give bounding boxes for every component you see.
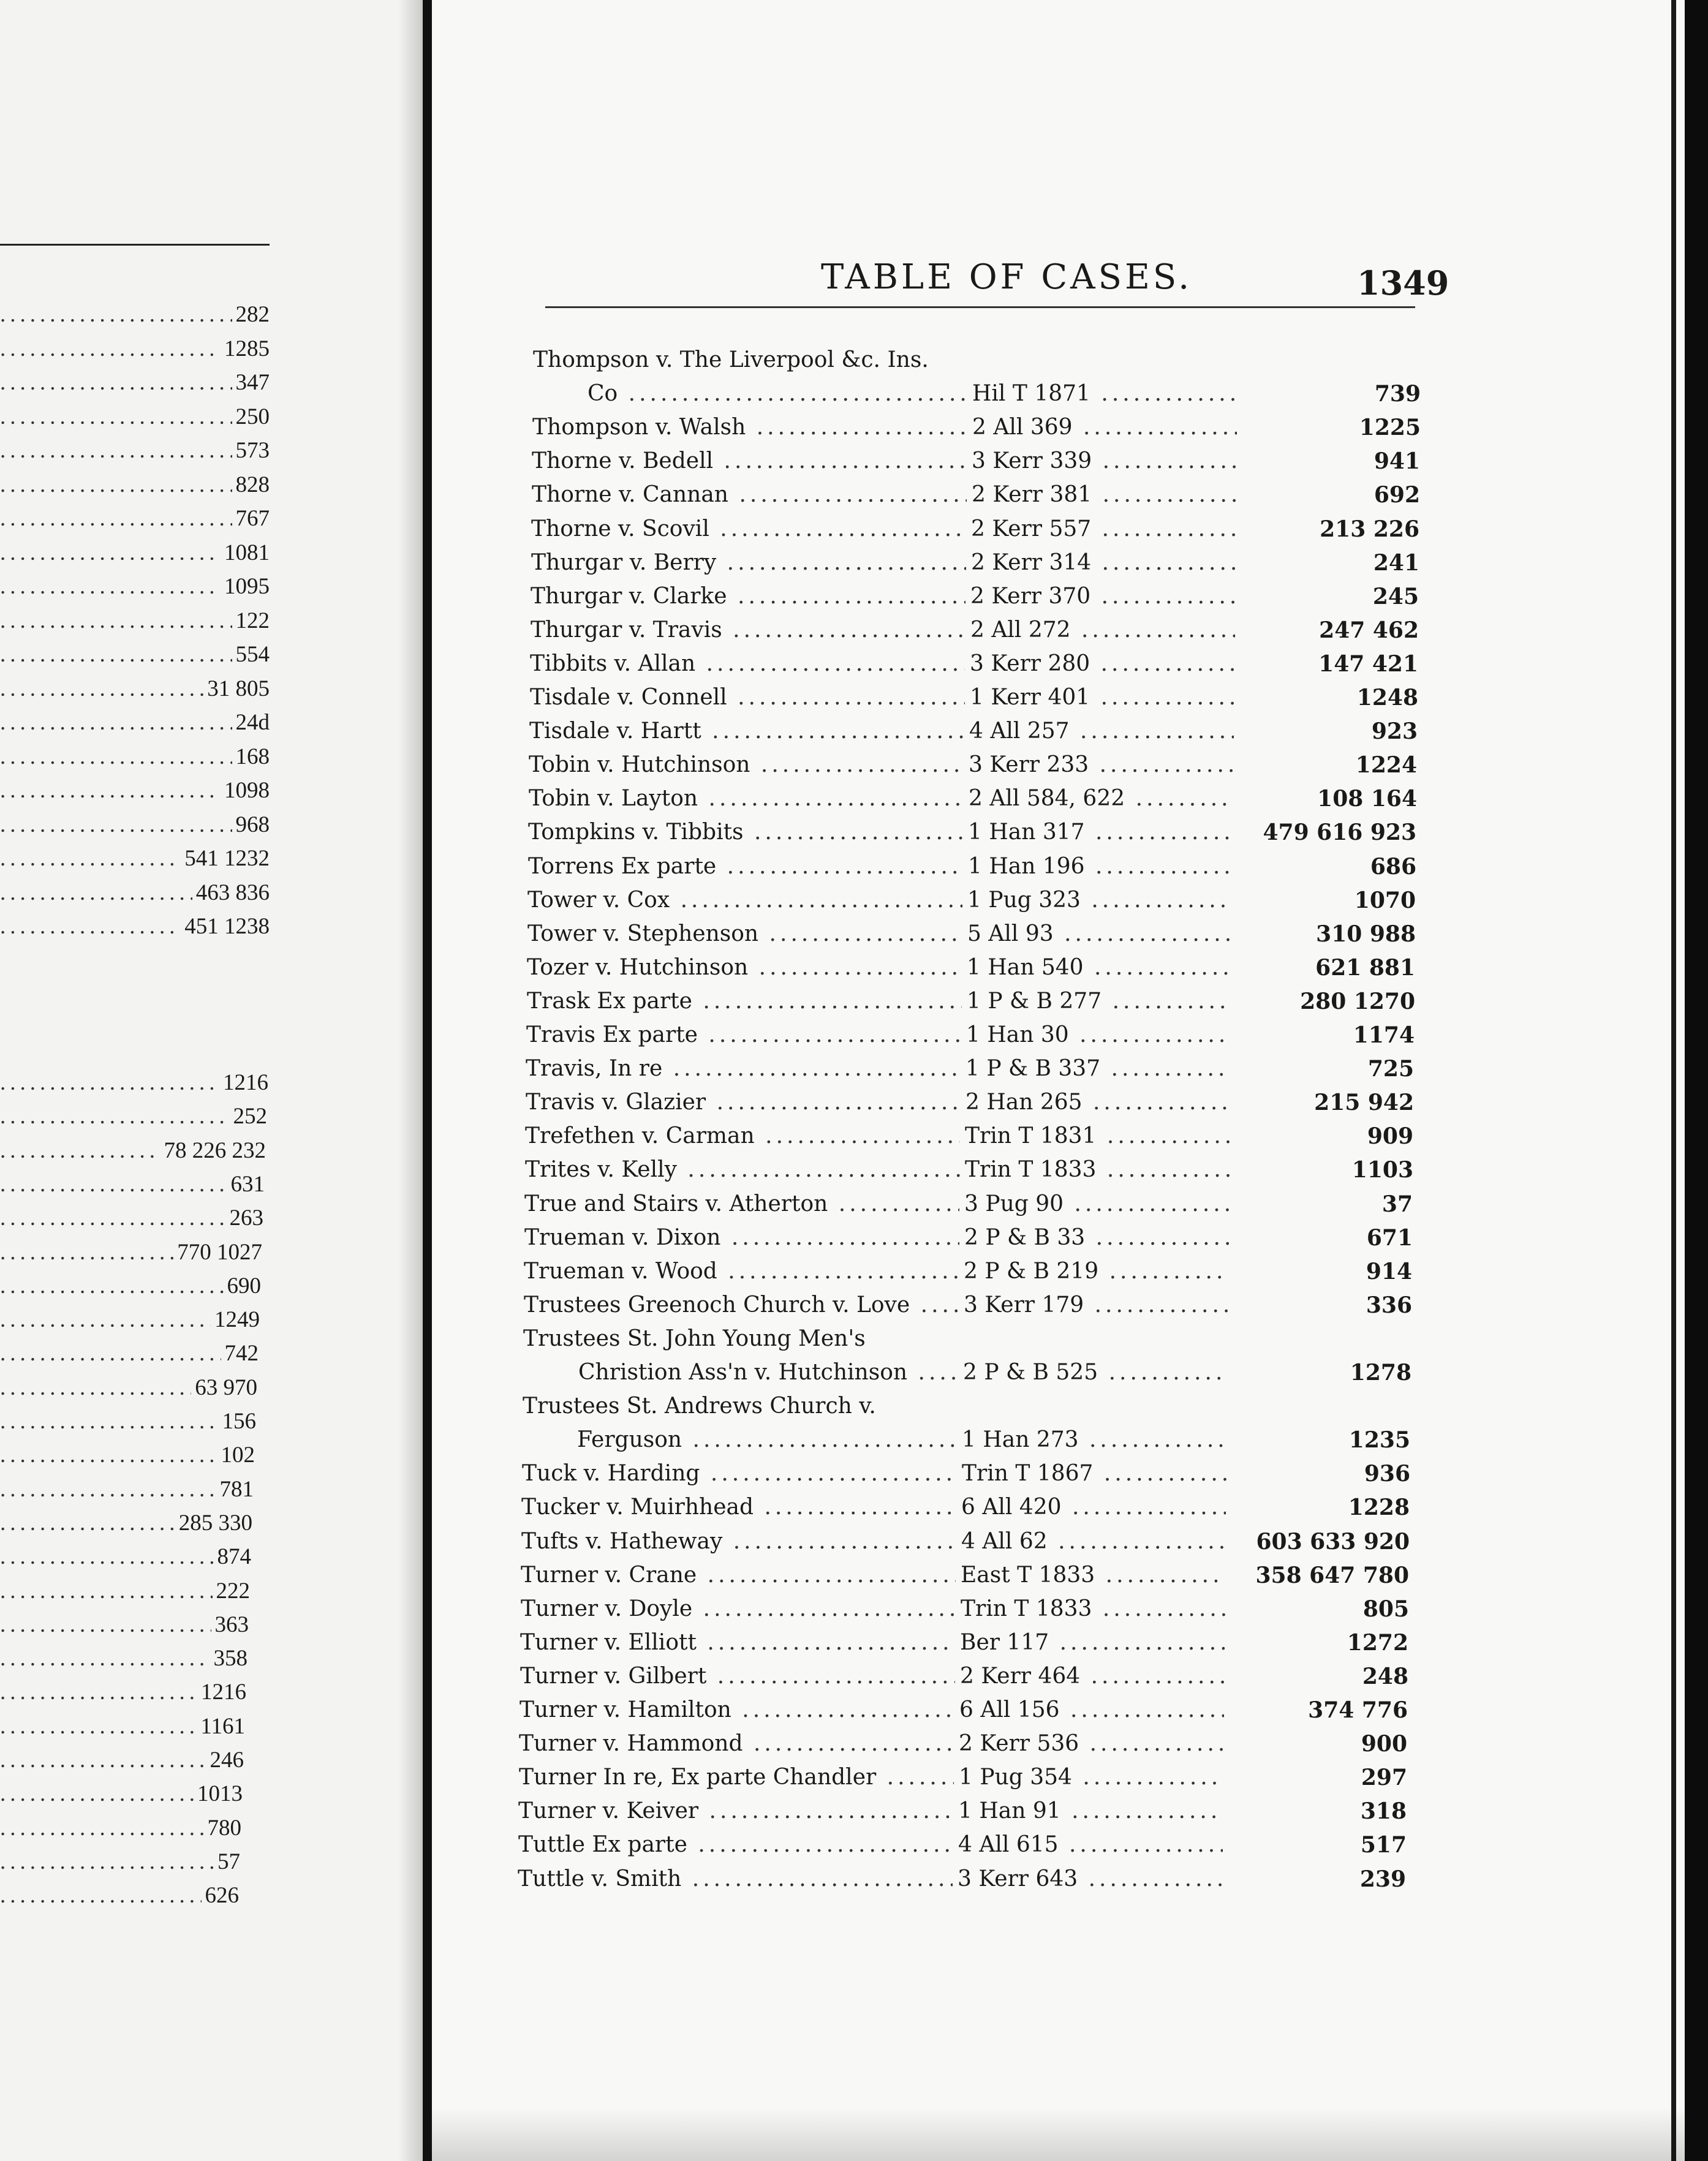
case-pages: 909 bbox=[1367, 1123, 1413, 1150]
left-page-number-text: 781 bbox=[216, 1477, 254, 1502]
case-name bbox=[520, 1659, 955, 1694]
case-citation-text: 2 Han 265 bbox=[965, 1090, 1083, 1115]
case-name bbox=[529, 782, 964, 816]
case-name-text: Trefethen v. Carman bbox=[525, 1123, 755, 1149]
left-page-number-text: 451 1238 bbox=[181, 914, 270, 939]
case-name-text: Tobin v. Hutchinson bbox=[529, 752, 750, 778]
case-name-text: Tisdale v. Connell bbox=[530, 685, 727, 710]
left-page-number-text: 285 330 bbox=[175, 1510, 252, 1536]
left-page-number-text: 24d bbox=[232, 710, 270, 735]
case-name-text: Thurgar v. Berry bbox=[531, 549, 717, 575]
case-pages: 297 bbox=[1361, 1765, 1407, 1791]
case-citation bbox=[970, 579, 1235, 614]
case-name bbox=[524, 1288, 959, 1322]
left-page-number-text: 156 bbox=[219, 1409, 257, 1434]
left-page-number-text: 347 bbox=[232, 370, 270, 395]
left-page-number-text: 1013 bbox=[194, 1781, 243, 1806]
case-citation-text: 3 Kerr 233 bbox=[969, 752, 1089, 778]
table-row bbox=[0, 1727, 1708, 1761]
case-citation-text: 3 Kerr 179 bbox=[964, 1292, 1084, 1318]
case-citation-text: 2 P & B 219 bbox=[964, 1258, 1099, 1284]
left-page-number-text: 222 bbox=[213, 1578, 251, 1604]
left-page-number bbox=[0, 298, 270, 332]
case-citation-text: Hil T 1871 bbox=[972, 381, 1090, 407]
left-page-number-text: 1161 bbox=[197, 1714, 245, 1739]
left-page-number-text: 541 1232 bbox=[181, 846, 270, 871]
case-citation-text: 1 Pug 354 bbox=[959, 1765, 1072, 1790]
left-page-number-text: 1081 bbox=[221, 540, 270, 565]
table-row bbox=[0, 1659, 1708, 1694]
case-pages: 247 462 bbox=[1319, 617, 1419, 643]
case-name-text: Torrens Ex parte bbox=[528, 853, 717, 879]
case-name-text: Tucker v. Muirhhead bbox=[521, 1495, 754, 1520]
case-pages: 37 bbox=[1381, 1191, 1413, 1217]
case-citation-text: Trin T 1831 bbox=[965, 1123, 1097, 1149]
case-pages: 248 bbox=[1362, 1663, 1408, 1689]
table-row bbox=[0, 1592, 1708, 1626]
left-page-number-text: 780 bbox=[204, 1816, 242, 1841]
case-name bbox=[521, 1490, 956, 1525]
case-name bbox=[533, 343, 1452, 377]
case-name-text: Turner v. Hamilton bbox=[520, 1697, 731, 1722]
left-page-number-text: 282 bbox=[232, 302, 270, 327]
left-page-number-text: 767 bbox=[232, 506, 270, 531]
case-name bbox=[527, 984, 962, 1019]
case-name-text: Tibbits v. Allan bbox=[530, 651, 696, 676]
case-citation bbox=[967, 951, 1231, 985]
case-pages: 621 881 bbox=[1315, 954, 1415, 981]
case-name bbox=[530, 647, 965, 681]
case-pages: 725 bbox=[1367, 1056, 1414, 1082]
case-name-text: Christion Ass'n v. Hutchinson bbox=[578, 1360, 908, 1385]
case-citation bbox=[965, 1119, 1230, 1153]
case-citation-text: 2 All 369 bbox=[972, 415, 1073, 440]
case-pages: 358 647 780 bbox=[1255, 1562, 1409, 1588]
case-pages: 1228 bbox=[1348, 1495, 1410, 1521]
case-name-text: Turner v. Crane bbox=[521, 1562, 697, 1588]
table-row bbox=[0, 1828, 1708, 1862]
case-citation bbox=[965, 1085, 1230, 1120]
case-name bbox=[520, 1693, 954, 1727]
case-citation bbox=[969, 714, 1234, 749]
left-page-number-text: 1216 bbox=[197, 1680, 246, 1705]
case-citation-text: 3 Kerr 643 bbox=[958, 1866, 1078, 1891]
case-name-text: Tisdale v. Hartt bbox=[529, 718, 701, 744]
case-citation-text: 2 Kerr 381 bbox=[972, 482, 1092, 508]
case-name bbox=[523, 1322, 1442, 1356]
table-row bbox=[0, 951, 1708, 985]
case-name-text: Trueman v. Dixon bbox=[524, 1224, 721, 1250]
case-name-text: Tuck v. Harding bbox=[522, 1461, 700, 1487]
case-citation bbox=[968, 850, 1233, 884]
case-name bbox=[522, 1457, 957, 1491]
case-citation-text: 2 P & B 525 bbox=[963, 1360, 1098, 1385]
left-page-number-text: 31 805 bbox=[203, 676, 270, 701]
case-citation-text: 1 P & B 337 bbox=[965, 1056, 1101, 1082]
case-name-text: Tompkins v. Tibbits bbox=[528, 820, 744, 845]
left-page-number-text: 1216 bbox=[219, 1070, 268, 1095]
case-citation-text: 6 All 420 bbox=[961, 1495, 1062, 1520]
case-citation bbox=[969, 782, 1233, 816]
left-page-number-text: 742 bbox=[221, 1341, 259, 1366]
case-citation bbox=[972, 410, 1237, 445]
case-name bbox=[529, 748, 964, 782]
case-citation-text: 1 Han 540 bbox=[967, 954, 1084, 980]
case-pages: 1272 bbox=[1347, 1629, 1408, 1656]
case-citation bbox=[960, 1659, 1225, 1694]
case-citation bbox=[970, 681, 1234, 715]
case-citation bbox=[966, 1018, 1231, 1052]
left-page-number-text: 78 226 232 bbox=[161, 1138, 266, 1163]
case-pages: 686 bbox=[1370, 853, 1416, 880]
left-page-number-text: 626 bbox=[202, 1883, 240, 1908]
case-citation bbox=[964, 1187, 1229, 1221]
case-pages: 280 1270 bbox=[1300, 988, 1415, 1014]
case-pages: 318 bbox=[1360, 1798, 1407, 1825]
case-pages: 739 bbox=[1374, 381, 1421, 407]
case-citation-text: 1 Pug 323 bbox=[967, 887, 1081, 913]
case-pages: 479 616 923 bbox=[1263, 820, 1416, 846]
case-citation bbox=[972, 444, 1236, 478]
case-citation-text: Trin T 1867 bbox=[962, 1461, 1094, 1487]
case-pages: 805 bbox=[1362, 1596, 1409, 1622]
left-page-number-text: 358 bbox=[210, 1646, 248, 1671]
case-name-text: Ferguson bbox=[577, 1427, 682, 1453]
case-citation bbox=[961, 1490, 1226, 1525]
case-name bbox=[577, 1423, 957, 1457]
case-citation bbox=[958, 1794, 1223, 1828]
case-name bbox=[527, 917, 962, 951]
case-pages: 1248 bbox=[1356, 685, 1418, 711]
case-citation-text: 1 Han 30 bbox=[966, 1022, 1069, 1047]
case-name bbox=[578, 1356, 958, 1390]
table-row bbox=[0, 1794, 1708, 1828]
case-name-text: Travis v. Glazier bbox=[526, 1090, 706, 1115]
case-name-text: Trustees Greenoch Church v. Love bbox=[524, 1292, 910, 1318]
case-name-text: Turner v. Hammond bbox=[519, 1731, 743, 1757]
case-name-text: Thorne v. Bedell bbox=[532, 448, 714, 474]
case-name bbox=[524, 1187, 959, 1221]
case-citation bbox=[959, 1760, 1223, 1795]
case-citation bbox=[964, 1288, 1228, 1322]
left-page-number-text: 363 bbox=[211, 1612, 249, 1637]
table-row bbox=[0, 984, 1708, 1019]
case-pages: 1225 bbox=[1359, 415, 1421, 441]
left-page-number-text: 573 bbox=[232, 438, 270, 463]
case-pages: 936 bbox=[1364, 1461, 1410, 1487]
table-row bbox=[0, 1423, 1708, 1457]
case-citation-text: 1 P & B 277 bbox=[967, 988, 1102, 1014]
case-name-text: Trustees St. John Young Men's bbox=[523, 1326, 866, 1351]
case-name bbox=[519, 1760, 954, 1795]
case-name-text: Turner v. Elliott bbox=[520, 1629, 697, 1655]
case-citation bbox=[958, 1828, 1223, 1862]
case-name-text: Tuttle v. Smith bbox=[518, 1866, 682, 1891]
case-pages: 517 bbox=[1360, 1832, 1407, 1858]
case-citation bbox=[959, 1727, 1223, 1761]
left-page-number-text: 122 bbox=[232, 608, 270, 633]
case-citation bbox=[972, 478, 1236, 512]
case-name bbox=[528, 815, 963, 850]
table-row bbox=[0, 1490, 1708, 1525]
case-name-text: Turner v. Gilbert bbox=[520, 1663, 707, 1689]
case-citation-text: 5 All 93 bbox=[967, 921, 1054, 946]
case-name bbox=[525, 1119, 960, 1153]
left-page-number-text: 102 bbox=[217, 1443, 255, 1468]
case-pages: 671 bbox=[1366, 1224, 1413, 1251]
case-citation-text: 3 Kerr 339 bbox=[972, 448, 1092, 474]
case-pages: 1278 bbox=[1350, 1360, 1411, 1386]
case-name-text: Thorne v. Cannan bbox=[532, 482, 728, 508]
left-page-number-text: 770 1027 bbox=[173, 1240, 262, 1265]
case-name bbox=[528, 850, 963, 884]
case-citation-text: 2 P & B 33 bbox=[964, 1224, 1086, 1250]
case-name bbox=[518, 1828, 953, 1862]
case-name bbox=[532, 478, 967, 512]
case-name-text: Tuttle Ex parte bbox=[518, 1832, 687, 1858]
case-citation-text: Trin T 1833 bbox=[965, 1157, 1097, 1183]
table-row bbox=[0, 1693, 1708, 1727]
case-pages: 147 421 bbox=[1318, 651, 1418, 677]
case-citation-text: 2 Kerr 557 bbox=[971, 516, 1092, 541]
case-citation bbox=[968, 815, 1233, 850]
case-citation bbox=[961, 1525, 1226, 1559]
case-pages: 241 bbox=[1373, 549, 1419, 576]
case-pages: 1174 bbox=[1353, 1022, 1415, 1048]
case-pages: 923 bbox=[1371, 718, 1418, 745]
case-pages: 108 164 bbox=[1317, 786, 1417, 812]
left-page-number-text: 168 bbox=[232, 744, 270, 769]
case-name-text: Co bbox=[588, 381, 618, 407]
case-name bbox=[529, 714, 964, 749]
left-page-number-text: 631 bbox=[227, 1172, 265, 1197]
case-pages: 1070 bbox=[1354, 887, 1416, 913]
left-page-number-text: 252 bbox=[230, 1104, 268, 1129]
case-name bbox=[532, 444, 967, 478]
case-name bbox=[588, 377, 967, 411]
case-pages: 1224 bbox=[1355, 752, 1417, 779]
page-bottom-shadow bbox=[432, 2107, 1685, 2161]
case-citation-text: 2 Kerr 314 bbox=[971, 549, 1092, 575]
left-page-rule bbox=[0, 244, 270, 246]
case-citation bbox=[967, 984, 1231, 1019]
case-name-text: Tower v. Cox bbox=[527, 887, 670, 913]
left-page-number-text: 63 970 bbox=[191, 1375, 257, 1400]
case-name-text: Trueman v. Wood bbox=[524, 1258, 717, 1284]
case-citation-text: Trin T 1833 bbox=[961, 1596, 1092, 1621]
case-name bbox=[525, 1153, 960, 1187]
case-citation bbox=[967, 883, 1232, 918]
case-citation bbox=[958, 1862, 1222, 1896]
table-row bbox=[0, 1760, 1708, 1795]
case-name bbox=[524, 1221, 959, 1255]
case-citation bbox=[961, 1558, 1225, 1593]
left-page-number-text: 1249 bbox=[211, 1307, 260, 1332]
case-citation bbox=[959, 1693, 1224, 1727]
left-page-number-text: 250 bbox=[232, 404, 270, 429]
page-title: TABLE OF CASES. bbox=[821, 257, 1193, 297]
left-page-number-text: 874 bbox=[214, 1544, 252, 1569]
case-citation-text: 1 Han 273 bbox=[962, 1427, 1079, 1453]
case-pages: 1103 bbox=[1351, 1157, 1413, 1183]
left-page-number-text: 690 bbox=[224, 1273, 262, 1299]
table-row bbox=[0, 1626, 1708, 1660]
case-name bbox=[532, 410, 967, 445]
case-citation bbox=[970, 647, 1234, 681]
case-pages: 914 bbox=[1366, 1258, 1412, 1284]
case-citation bbox=[961, 1592, 1225, 1626]
case-pages: 245 bbox=[1372, 583, 1419, 609]
case-citation-text: 4 All 257 bbox=[969, 718, 1070, 744]
case-name-text: Thurgar v. Travis bbox=[531, 617, 722, 643]
case-name-text: Trustees St. Andrews Church v. bbox=[523, 1394, 876, 1419]
case-name-text: True and Stairs v. Atherton bbox=[524, 1191, 828, 1216]
case-pages: 310 988 bbox=[1316, 921, 1416, 947]
case-pages: 692 bbox=[1374, 482, 1420, 508]
case-citation bbox=[969, 748, 1233, 782]
case-citation bbox=[960, 1626, 1225, 1660]
case-citation-text: 2 Kerr 536 bbox=[959, 1731, 1079, 1757]
left-page-number-text: 554 bbox=[232, 642, 270, 667]
case-name bbox=[521, 1525, 956, 1559]
case-name bbox=[521, 1558, 956, 1593]
case-name-text: Tobin v. Layton bbox=[529, 786, 698, 812]
case-name bbox=[531, 546, 966, 580]
table-row bbox=[0, 1558, 1708, 1593]
left-page-number-text: 1098 bbox=[221, 778, 270, 803]
case-name bbox=[519, 1727, 954, 1761]
case-name-text: Tozer v. Hutchinson bbox=[527, 954, 749, 980]
case-name bbox=[518, 1862, 953, 1896]
case-pages: 941 bbox=[1374, 448, 1420, 475]
case-name-text: Trask Ex parte bbox=[527, 988, 692, 1014]
table-row bbox=[0, 1018, 1708, 1052]
left-page-number-text: 1095 bbox=[221, 574, 270, 599]
case-citation-text: 1 Kerr 401 bbox=[970, 685, 1090, 710]
case-name-text: Turner v. Doyle bbox=[521, 1596, 693, 1621]
case-citation bbox=[962, 1423, 1226, 1457]
case-pages: 900 bbox=[1361, 1731, 1407, 1757]
case-citation-text: 2 Kerr 464 bbox=[960, 1663, 1081, 1689]
case-pages: 215 942 bbox=[1314, 1090, 1414, 1116]
case-citation bbox=[971, 546, 1236, 580]
case-citation bbox=[967, 917, 1232, 951]
left-page-number-text: 263 bbox=[226, 1205, 264, 1231]
case-citation-text: 1 Han 317 bbox=[968, 820, 1085, 845]
case-citation-text: Ber 117 bbox=[960, 1629, 1049, 1655]
case-citation-text: 1 Han 91 bbox=[958, 1798, 1061, 1824]
case-name bbox=[524, 1254, 959, 1289]
page-number: 1349 bbox=[1357, 263, 1449, 303]
case-citation bbox=[972, 377, 1237, 411]
case-name-text: Thorne v. Scovil bbox=[531, 516, 709, 541]
case-citation-text: 6 All 156 bbox=[959, 1697, 1060, 1722]
case-name bbox=[527, 883, 962, 918]
case-citation bbox=[965, 1052, 1230, 1086]
case-name bbox=[523, 1389, 1442, 1424]
case-name bbox=[520, 1626, 955, 1660]
case-name bbox=[531, 579, 965, 614]
case-name-text: Travis, In re bbox=[526, 1056, 663, 1082]
table-row bbox=[0, 1862, 1708, 1896]
case-citation-text: 2 All 272 bbox=[970, 617, 1071, 643]
case-name-text: Thurgar v. Clarke bbox=[531, 583, 727, 609]
case-name bbox=[531, 512, 966, 546]
case-citation bbox=[964, 1254, 1228, 1289]
case-name-text: Thompson v. Walsh bbox=[532, 415, 746, 440]
case-name-text: Travis Ex parte bbox=[526, 1022, 698, 1047]
left-page-number-text: 57 bbox=[214, 1849, 240, 1874]
case-citation bbox=[970, 613, 1235, 647]
case-citation bbox=[963, 1356, 1228, 1390]
case-name bbox=[531, 613, 965, 647]
case-name bbox=[526, 1018, 961, 1052]
case-citation-text: 4 All 62 bbox=[961, 1528, 1048, 1554]
case-pages: 239 bbox=[1359, 1866, 1406, 1892]
case-name bbox=[518, 1794, 953, 1828]
case-name bbox=[526, 1085, 961, 1120]
left-page-number-text: 828 bbox=[232, 472, 270, 497]
case-name bbox=[530, 681, 965, 715]
case-citation-text: 3 Kerr 280 bbox=[970, 651, 1090, 676]
case-citation-text: 2 All 584, 622 bbox=[969, 786, 1125, 812]
case-citation-text: 1 Han 196 bbox=[968, 853, 1085, 879]
case-name-text: Thompson v. The Liverpool &c. Ins. bbox=[533, 347, 929, 372]
case-citation bbox=[971, 512, 1236, 546]
case-citation bbox=[964, 1221, 1229, 1255]
left-page-number-text: 463 836 bbox=[192, 880, 270, 905]
case-pages: 374 776 bbox=[1308, 1697, 1408, 1723]
table-row bbox=[0, 1525, 1708, 1559]
case-name-text: Turner v. Keiver bbox=[518, 1798, 699, 1824]
case-pages: 1235 bbox=[1348, 1427, 1410, 1454]
case-citation-text: 2 Kerr 370 bbox=[970, 583, 1091, 609]
case-citation-text: East T 1833 bbox=[961, 1562, 1095, 1588]
case-pages: 336 bbox=[1366, 1292, 1412, 1318]
case-citation bbox=[965, 1153, 1230, 1187]
case-name-text: Tufts v. Hatheway bbox=[521, 1528, 723, 1554]
case-name bbox=[527, 951, 962, 985]
table-row bbox=[0, 1457, 1708, 1491]
case-name-text: Tower v. Stephenson bbox=[527, 921, 759, 946]
case-name bbox=[526, 1052, 961, 1086]
case-name-text: Turner In re, Ex parte Chandler bbox=[519, 1765, 877, 1790]
header-rule bbox=[545, 306, 1415, 308]
case-pages: 603 633 920 bbox=[1256, 1528, 1410, 1555]
case-pages: 213 226 bbox=[1320, 516, 1419, 542]
case-citation-text: 3 Pug 90 bbox=[964, 1191, 1064, 1216]
case-citation-text: 4 All 615 bbox=[958, 1832, 1059, 1858]
case-name-text: Trites v. Kelly bbox=[525, 1157, 677, 1183]
case-name bbox=[521, 1592, 956, 1626]
case-citation bbox=[962, 1457, 1226, 1491]
left-page-number-text: 246 bbox=[206, 1748, 244, 1773]
left-page-number-text: 1285 bbox=[221, 336, 270, 361]
left-page-number-text: 968 bbox=[232, 812, 270, 837]
